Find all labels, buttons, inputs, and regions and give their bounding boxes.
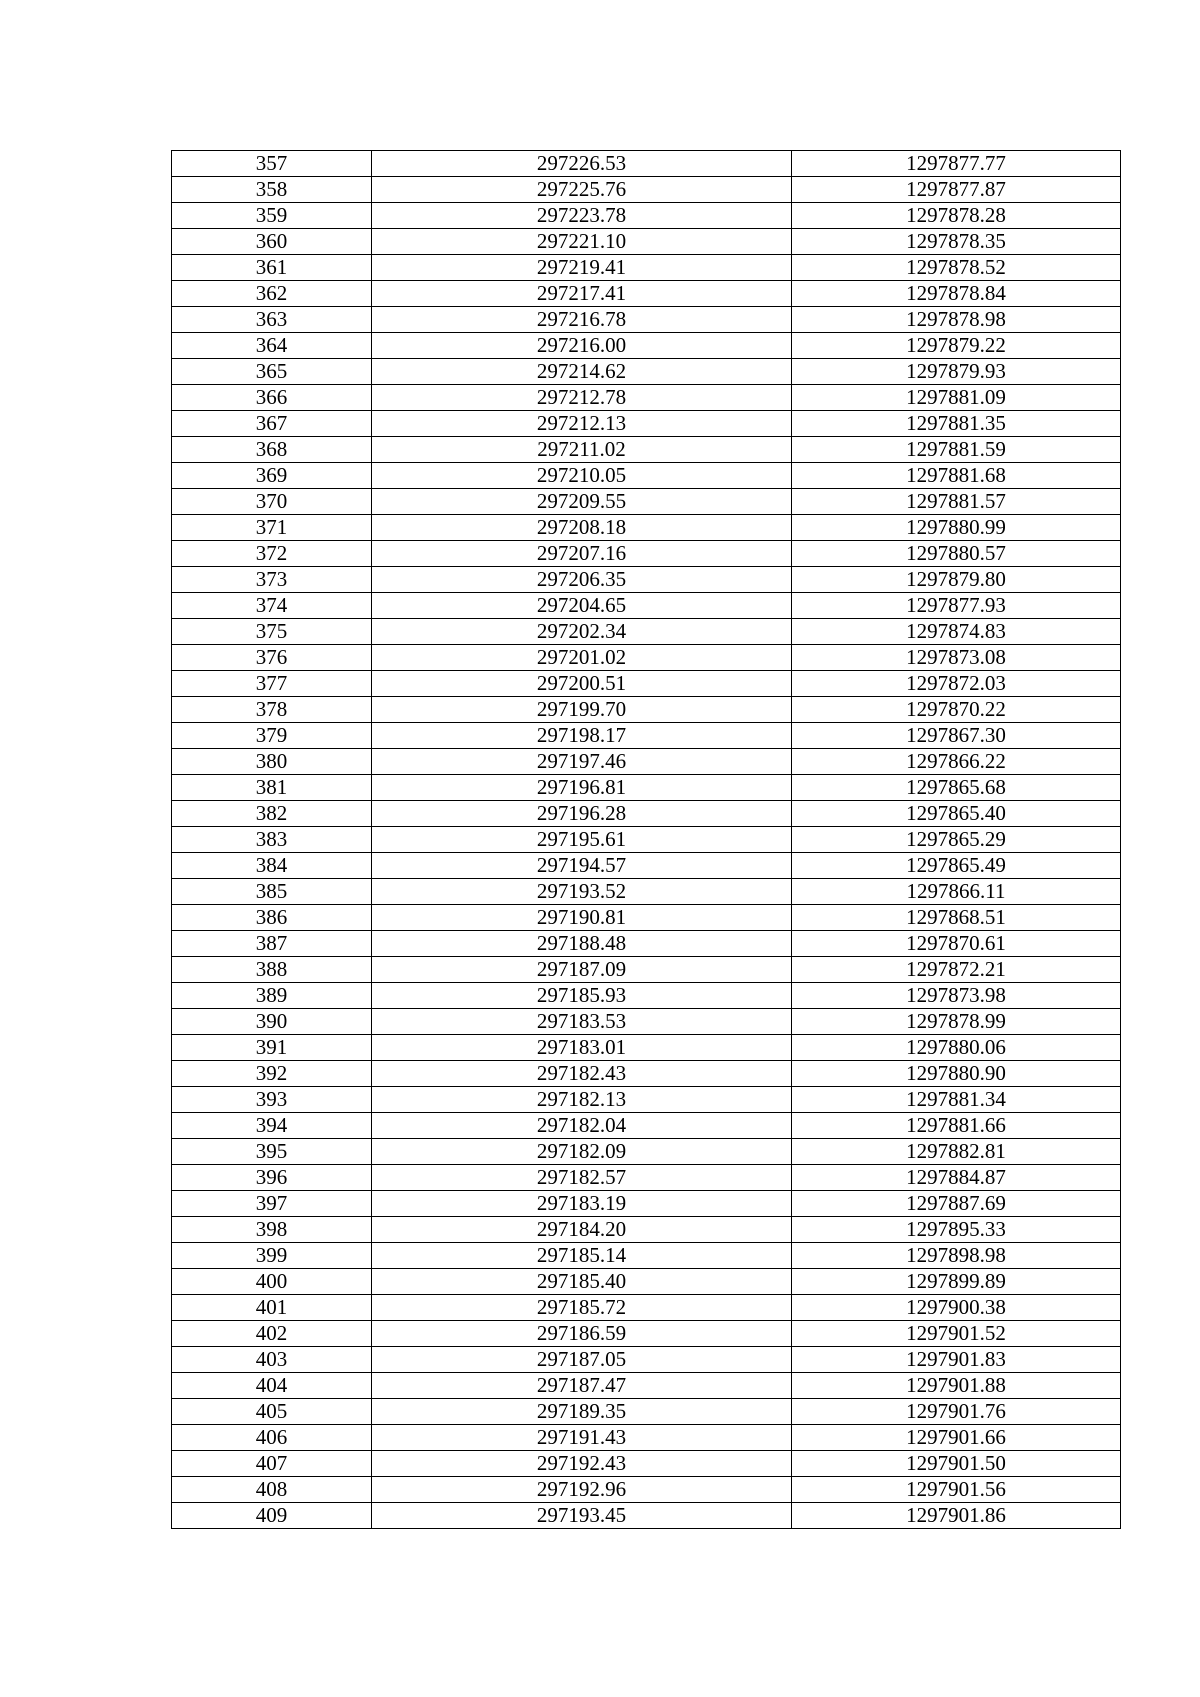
y-coordinate-cell: 1297879.93	[792, 359, 1121, 385]
x-coordinate-cell: 297202.34	[372, 619, 792, 645]
y-coordinate-cell: 1297870.22	[792, 697, 1121, 723]
point-number-cell: 373	[172, 567, 372, 593]
y-coordinate-cell: 1297868.51	[792, 905, 1121, 931]
point-number-cell: 396	[172, 1165, 372, 1191]
point-number-cell: 395	[172, 1139, 372, 1165]
x-coordinate-cell: 297187.47	[372, 1373, 792, 1399]
table-row	[172, 1451, 1121, 1477]
x-coordinate-cell: 297196.81	[372, 775, 792, 801]
table-row	[172, 1399, 1121, 1425]
point-number-cell: 386	[172, 905, 372, 931]
point-number-cell: 358	[172, 177, 372, 203]
point-number-cell: 406	[172, 1425, 372, 1451]
x-coordinate-cell: 297185.40	[372, 1269, 792, 1295]
point-number-cell: 381	[172, 775, 372, 801]
point-number-cell: 378	[172, 697, 372, 723]
y-coordinate-cell: 1297878.99	[792, 1009, 1121, 1035]
table-row	[172, 1139, 1121, 1165]
x-coordinate-cell: 297217.41	[372, 281, 792, 307]
y-coordinate-cell: 1297865.29	[792, 827, 1121, 853]
y-coordinate-cell: 1297895.33	[792, 1217, 1121, 1243]
point-number-cell: 368	[172, 437, 372, 463]
x-coordinate-cell: 297207.16	[372, 541, 792, 567]
x-coordinate-cell: 297183.19	[372, 1191, 792, 1217]
y-coordinate-cell: 1297881.68	[792, 463, 1121, 489]
y-coordinate-cell: 1297901.50	[792, 1451, 1121, 1477]
y-coordinate-cell: 1297865.68	[792, 775, 1121, 801]
table-row	[172, 203, 1121, 229]
point-number-cell: 382	[172, 801, 372, 827]
table-row	[172, 1373, 1121, 1399]
point-number-cell: 387	[172, 931, 372, 957]
x-coordinate-cell: 297184.20	[372, 1217, 792, 1243]
table-row	[172, 411, 1121, 437]
point-number-cell: 405	[172, 1399, 372, 1425]
x-coordinate-cell: 297211.02	[372, 437, 792, 463]
point-number-cell: 403	[172, 1347, 372, 1373]
point-number-cell: 367	[172, 411, 372, 437]
table-row	[172, 879, 1121, 905]
point-number-cell: 391	[172, 1035, 372, 1061]
table-row	[172, 567, 1121, 593]
point-number-cell: 389	[172, 983, 372, 1009]
y-coordinate-cell: 1297879.80	[792, 567, 1121, 593]
y-coordinate-cell: 1297880.06	[792, 1035, 1121, 1061]
point-number-cell: 390	[172, 1009, 372, 1035]
table-row	[172, 749, 1121, 775]
x-coordinate-cell: 297199.70	[372, 697, 792, 723]
y-coordinate-cell: 1297865.49	[792, 853, 1121, 879]
y-coordinate-cell: 1297899.89	[792, 1269, 1121, 1295]
point-number-cell: 357	[172, 151, 372, 177]
y-coordinate-cell: 1297901.56	[792, 1477, 1121, 1503]
point-number-cell: 366	[172, 385, 372, 411]
y-coordinate-cell: 1297901.86	[792, 1503, 1121, 1529]
x-coordinate-cell: 297197.46	[372, 749, 792, 775]
table-row	[172, 1477, 1121, 1503]
table-row	[172, 853, 1121, 879]
table-row	[172, 775, 1121, 801]
table-row	[172, 1269, 1121, 1295]
table-row	[172, 905, 1121, 931]
point-number-cell: 376	[172, 645, 372, 671]
y-coordinate-cell: 1297878.52	[792, 255, 1121, 281]
point-number-cell: 359	[172, 203, 372, 229]
table-row	[172, 619, 1121, 645]
y-coordinate-cell: 1297866.11	[792, 879, 1121, 905]
x-coordinate-cell: 297193.45	[372, 1503, 792, 1529]
table-row	[172, 723, 1121, 749]
table-row	[172, 1243, 1121, 1269]
table-row	[172, 307, 1121, 333]
y-coordinate-cell: 1297878.35	[792, 229, 1121, 255]
x-coordinate-cell: 297214.62	[372, 359, 792, 385]
table-row	[172, 1113, 1121, 1139]
point-number-cell: 393	[172, 1087, 372, 1113]
point-number-cell: 408	[172, 1477, 372, 1503]
table-row	[172, 255, 1121, 281]
point-number-cell: 365	[172, 359, 372, 385]
table-row	[172, 957, 1121, 983]
x-coordinate-cell: 297193.52	[372, 879, 792, 905]
table-row	[172, 827, 1121, 853]
table-row	[172, 1217, 1121, 1243]
y-coordinate-cell: 1297872.21	[792, 957, 1121, 983]
x-coordinate-cell: 297185.72	[372, 1295, 792, 1321]
y-coordinate-cell: 1297881.59	[792, 437, 1121, 463]
y-coordinate-cell: 1297873.08	[792, 645, 1121, 671]
coordinate-table-body	[172, 151, 1121, 1529]
y-coordinate-cell: 1297881.09	[792, 385, 1121, 411]
x-coordinate-cell: 297208.18	[372, 515, 792, 541]
y-coordinate-cell: 1297881.35	[792, 411, 1121, 437]
table-row	[172, 151, 1121, 177]
table-row	[172, 931, 1121, 957]
table-row	[172, 1087, 1121, 1113]
x-coordinate-cell: 297212.78	[372, 385, 792, 411]
point-number-cell: 401	[172, 1295, 372, 1321]
y-coordinate-cell: 1297878.98	[792, 307, 1121, 333]
table-row	[172, 593, 1121, 619]
y-coordinate-cell: 1297880.99	[792, 515, 1121, 541]
x-coordinate-cell: 297187.09	[372, 957, 792, 983]
table-row	[172, 1503, 1121, 1529]
y-coordinate-cell: 1297866.22	[792, 749, 1121, 775]
x-coordinate-cell: 297190.81	[372, 905, 792, 931]
y-coordinate-cell: 1297867.30	[792, 723, 1121, 749]
y-coordinate-cell: 1297874.83	[792, 619, 1121, 645]
point-number-cell: 385	[172, 879, 372, 905]
point-number-cell: 369	[172, 463, 372, 489]
point-number-cell: 380	[172, 749, 372, 775]
y-coordinate-cell: 1297879.22	[792, 333, 1121, 359]
table-row	[172, 983, 1121, 1009]
table-row	[172, 1321, 1121, 1347]
point-number-cell: 379	[172, 723, 372, 749]
x-coordinate-cell: 297216.78	[372, 307, 792, 333]
y-coordinate-cell: 1297901.66	[792, 1425, 1121, 1451]
x-coordinate-cell: 297183.53	[372, 1009, 792, 1035]
x-coordinate-cell: 297209.55	[372, 489, 792, 515]
table-row	[172, 281, 1121, 307]
x-coordinate-cell: 297182.57	[372, 1165, 792, 1191]
point-number-cell: 384	[172, 853, 372, 879]
x-coordinate-cell: 297192.96	[372, 1477, 792, 1503]
coordinate-table	[171, 150, 1121, 1529]
table-row	[172, 1295, 1121, 1321]
point-number-cell: 374	[172, 593, 372, 619]
point-number-cell: 370	[172, 489, 372, 515]
y-coordinate-cell: 1297877.77	[792, 151, 1121, 177]
y-coordinate-cell: 1297887.69	[792, 1191, 1121, 1217]
table-row	[172, 1009, 1121, 1035]
x-coordinate-cell: 297182.09	[372, 1139, 792, 1165]
y-coordinate-cell: 1297884.87	[792, 1165, 1121, 1191]
y-coordinate-cell: 1297880.90	[792, 1061, 1121, 1087]
x-coordinate-cell: 297188.48	[372, 931, 792, 957]
x-coordinate-cell: 297201.02	[372, 645, 792, 671]
y-coordinate-cell: 1297900.38	[792, 1295, 1121, 1321]
x-coordinate-cell: 297212.13	[372, 411, 792, 437]
point-number-cell: 402	[172, 1321, 372, 1347]
table-row	[172, 437, 1121, 463]
point-number-cell: 361	[172, 255, 372, 281]
x-coordinate-cell: 297223.78	[372, 203, 792, 229]
y-coordinate-cell: 1297881.34	[792, 1087, 1121, 1113]
point-number-cell: 364	[172, 333, 372, 359]
point-number-cell: 383	[172, 827, 372, 853]
y-coordinate-cell: 1297881.57	[792, 489, 1121, 515]
table-row	[172, 697, 1121, 723]
table-row	[172, 1061, 1121, 1087]
table-row	[172, 463, 1121, 489]
point-number-cell: 371	[172, 515, 372, 541]
x-coordinate-cell: 297182.13	[372, 1087, 792, 1113]
y-coordinate-cell: 1297873.98	[792, 983, 1121, 1009]
y-coordinate-cell: 1297901.76	[792, 1399, 1121, 1425]
table-row	[172, 1035, 1121, 1061]
x-coordinate-cell: 297216.00	[372, 333, 792, 359]
x-coordinate-cell: 297192.43	[372, 1451, 792, 1477]
table-row	[172, 1191, 1121, 1217]
x-coordinate-cell: 297185.93	[372, 983, 792, 1009]
point-number-cell: 394	[172, 1113, 372, 1139]
y-coordinate-cell: 1297878.28	[792, 203, 1121, 229]
x-coordinate-cell: 297226.53	[372, 151, 792, 177]
table-row	[172, 801, 1121, 827]
table-row	[172, 489, 1121, 515]
y-coordinate-cell: 1297882.81	[792, 1139, 1121, 1165]
point-number-cell: 404	[172, 1373, 372, 1399]
table-row	[172, 333, 1121, 359]
y-coordinate-cell: 1297878.84	[792, 281, 1121, 307]
point-number-cell: 377	[172, 671, 372, 697]
point-number-cell: 372	[172, 541, 372, 567]
x-coordinate-cell: 297204.65	[372, 593, 792, 619]
point-number-cell: 362	[172, 281, 372, 307]
point-number-cell: 363	[172, 307, 372, 333]
table-row	[172, 1165, 1121, 1191]
point-number-cell: 375	[172, 619, 372, 645]
table-row	[172, 515, 1121, 541]
y-coordinate-cell: 1297872.03	[792, 671, 1121, 697]
y-coordinate-cell: 1297880.57	[792, 541, 1121, 567]
table-row	[172, 359, 1121, 385]
y-coordinate-cell: 1297865.40	[792, 801, 1121, 827]
table-row	[172, 671, 1121, 697]
x-coordinate-cell: 297191.43	[372, 1425, 792, 1451]
table-row	[172, 541, 1121, 567]
table-row	[172, 645, 1121, 671]
x-coordinate-cell: 297185.14	[372, 1243, 792, 1269]
x-coordinate-cell: 297200.51	[372, 671, 792, 697]
x-coordinate-cell: 297186.59	[372, 1321, 792, 1347]
point-number-cell: 407	[172, 1451, 372, 1477]
x-coordinate-cell: 297195.61	[372, 827, 792, 853]
x-coordinate-cell: 297182.43	[372, 1061, 792, 1087]
y-coordinate-cell: 1297901.88	[792, 1373, 1121, 1399]
y-coordinate-cell: 1297901.83	[792, 1347, 1121, 1373]
y-coordinate-cell: 1297870.61	[792, 931, 1121, 957]
point-number-cell: 409	[172, 1503, 372, 1529]
y-coordinate-cell: 1297901.52	[792, 1321, 1121, 1347]
y-coordinate-cell: 1297898.98	[792, 1243, 1121, 1269]
point-number-cell: 360	[172, 229, 372, 255]
table-row	[172, 1347, 1121, 1373]
x-coordinate-cell: 297225.76	[372, 177, 792, 203]
x-coordinate-cell: 297210.05	[372, 463, 792, 489]
x-coordinate-cell: 297221.10	[372, 229, 792, 255]
point-number-cell: 392	[172, 1061, 372, 1087]
table-row	[172, 1425, 1121, 1451]
y-coordinate-cell: 1297881.66	[792, 1113, 1121, 1139]
point-number-cell: 400	[172, 1269, 372, 1295]
x-coordinate-cell: 297194.57	[372, 853, 792, 879]
point-number-cell: 398	[172, 1217, 372, 1243]
x-coordinate-cell: 297198.17	[372, 723, 792, 749]
point-number-cell: 399	[172, 1243, 372, 1269]
x-coordinate-cell: 297189.35	[372, 1399, 792, 1425]
table-row	[172, 385, 1121, 411]
point-number-cell: 397	[172, 1191, 372, 1217]
x-coordinate-cell: 297219.41	[372, 255, 792, 281]
x-coordinate-cell: 297183.01	[372, 1035, 792, 1061]
point-number-cell: 388	[172, 957, 372, 983]
x-coordinate-cell: 297206.35	[372, 567, 792, 593]
x-coordinate-cell: 297182.04	[372, 1113, 792, 1139]
y-coordinate-cell: 1297877.93	[792, 593, 1121, 619]
x-coordinate-cell: 297187.05	[372, 1347, 792, 1373]
x-coordinate-cell: 297196.28	[372, 801, 792, 827]
y-coordinate-cell: 1297877.87	[792, 177, 1121, 203]
table-row	[172, 177, 1121, 203]
table-row	[172, 229, 1121, 255]
